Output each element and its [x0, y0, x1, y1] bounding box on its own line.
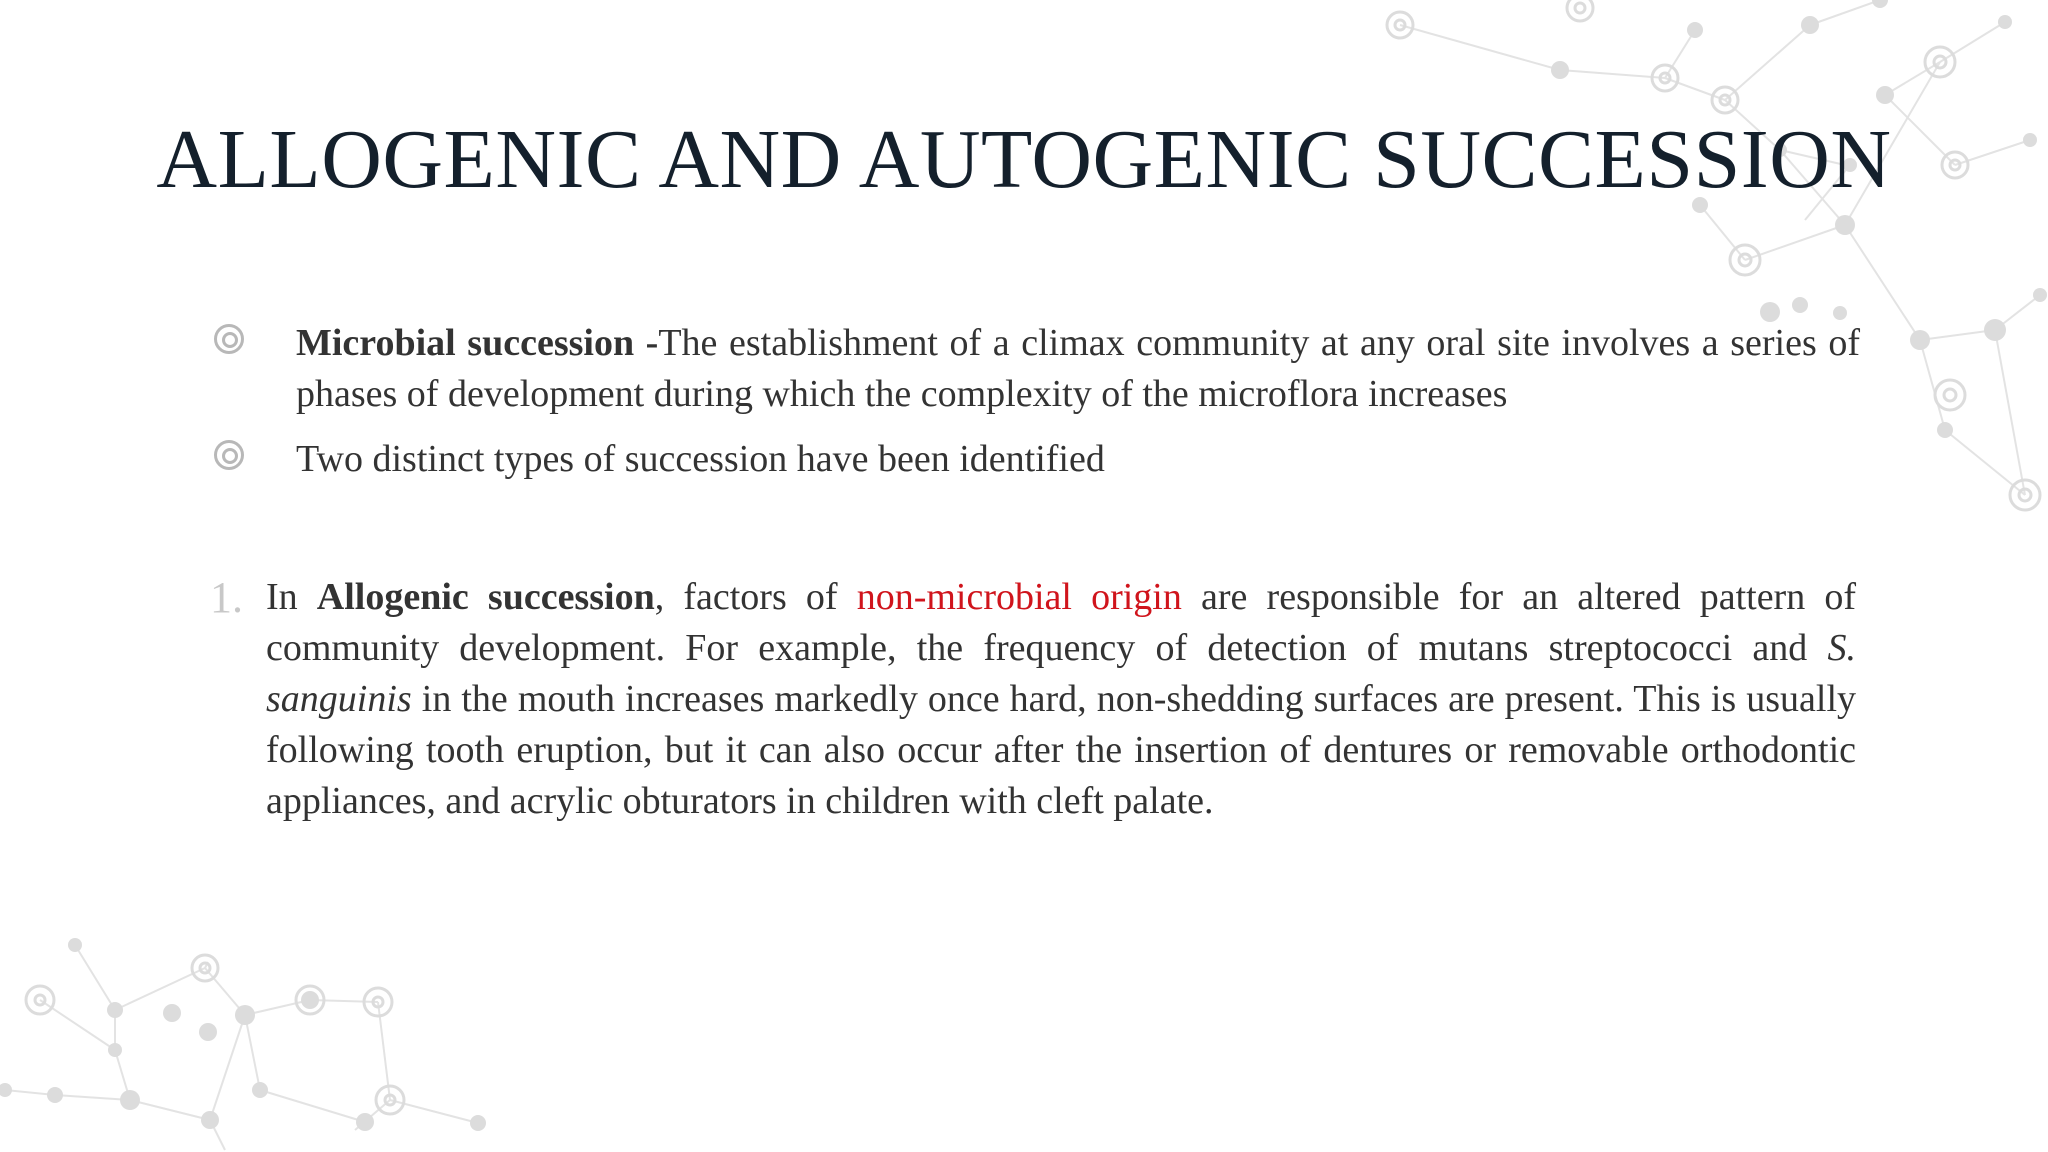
italic-species-name: S. sanguinis [266, 627, 1856, 720]
concentric-circle-icon [210, 318, 296, 369]
bullet-body: The establishment of a climax community at any oral site involves a series of phases of development during which the complexity of the microflora increases [296, 322, 1860, 415]
text-run: In [266, 576, 317, 618]
bullet-text: Two distinct types of succession have been identified [296, 438, 1105, 480]
text-run: are responsible for an altered pattern of community development. For example, the frequency of detection of mutans streptococci and [266, 576, 1857, 669]
bullet-item-microbial-succession [210, 318, 1860, 420]
concentric-circle-icon [210, 434, 296, 485]
text-run: , factors of [654, 576, 857, 618]
numbered-item-text [266, 572, 1856, 827]
bullet-bold-term: Microbial succession - [296, 322, 659, 364]
text-run: in the mouth increases markedly once hard, non-shedding surfaces are present. This is usually following tooth eruption, but it can also occur after the insertion of dentures or removable orthodontic appliances, and acrylic obturators in children with cleft palate. [266, 678, 1856, 822]
bullet-text [296, 318, 1860, 420]
list-number: 1. [210, 573, 243, 622]
numbered-item-allogenic [210, 572, 1856, 827]
bullet-item-two-types [210, 434, 1860, 485]
bold-term-allogenic: Allogenic succession [316, 576, 655, 618]
slide-title: ALLOGENIC AND AUTOGENIC SUCCESSION [156, 113, 1892, 206]
highlight-non-microbial-origin: non-microbial origin [856, 576, 1182, 618]
bullet-list [210, 318, 1860, 499]
